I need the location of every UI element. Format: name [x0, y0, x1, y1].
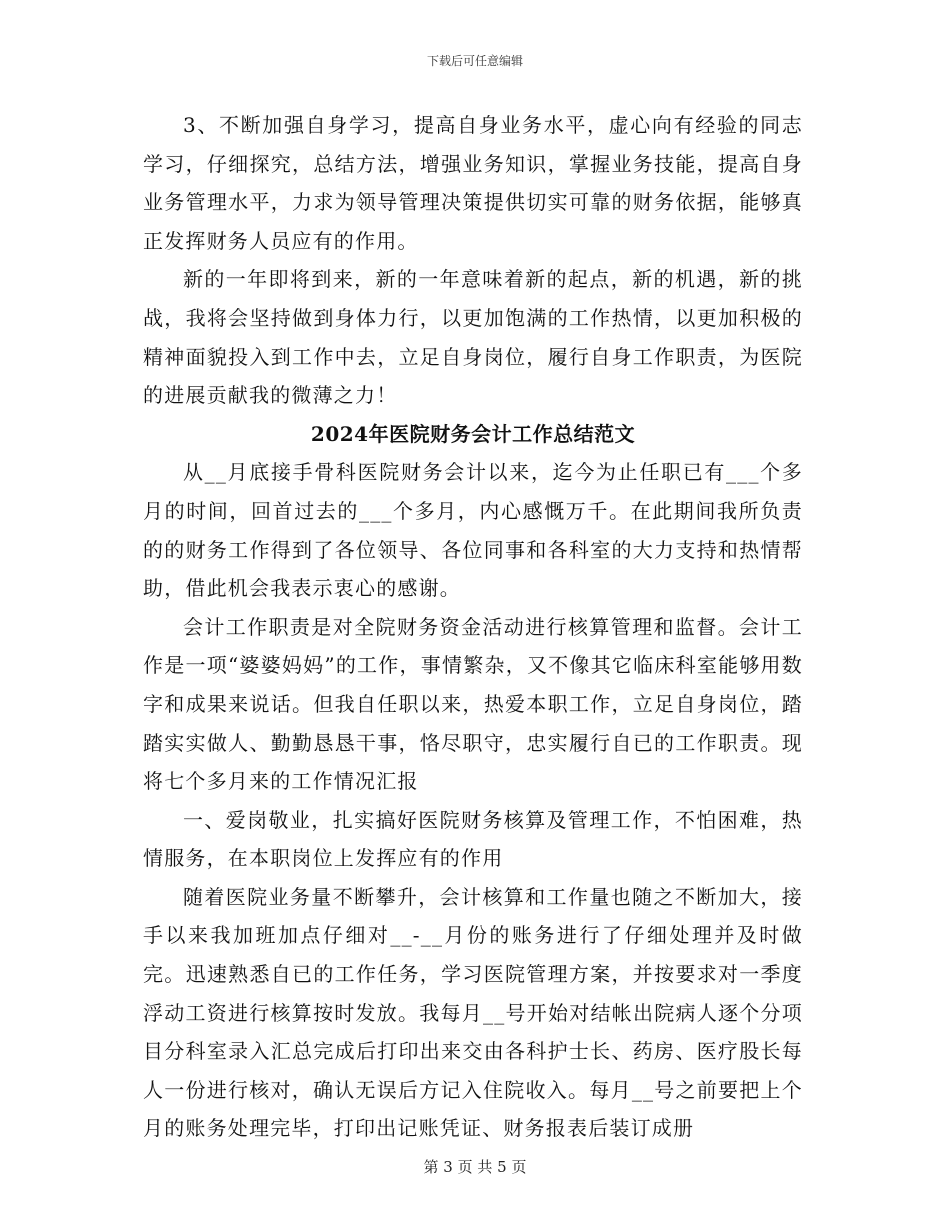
document-body: [143, 106, 803, 1148]
paragraph-new-year: 新的一年即将到来，新的一年意味着新的起点，新的机遇，新的挑战，我将会坚持做到身体力行，以更加饱满的工作热情，以更加积极的精神面貌投入到工作中去，立足自身岗位，履行自身工作职责，为医院的进展贡献我的微薄之力！: [143, 267, 803, 408]
page-header: 下载后可任意编辑: [426, 54, 523, 68]
document-title: 2024年医院财务会计工作总结范文: [310, 421, 636, 446]
paragraph-item-3: 3、不断加强自身学习，提高自身业务水平，虚心向有经验的同志学习，仔细探究，总结方法，增强业务知识，掌握业务技能，提高自身业务管理水平，力求为领导管理决策提供切实可靠的财务依据，能够真正发挥财务人员应有的作用。: [143, 113, 803, 253]
section-heading-1: 一、爱岗敬业，扎实搞好医院财务核算及管理工作，不怕困难，热情服务，在本职岗位上发挥应有的作用: [143, 807, 803, 871]
paragraph-intro: 从__月底接手骨科医院财务会计以来，迄今为止任职已有___个多月的时间，回首过去的___个多月，内心感慨万千。在此期间我所负责的的财务工作得到了各位领导、各位同事和各科室的大力支持和热情帮助，借此机会我表示衷心的感谢。: [143, 460, 803, 601]
page-footer: 第 3 页 共 5 页: [423, 1158, 527, 1176]
paragraph-workload: 随着医院业务量不断攀升，会计核算和工作量也随之不断加大，接手以来我加班加点仔细对__-__月份的账务进行了仔细处理并及时做完。迅速熟悉自已的工作任务，学习医院管理方案，并按要求对一季度浮动工资进行核算按时发放。我每月__号开始对结帐出院病人逐个分项目分科室录入汇总完成后打印出来交由各科护士长、药房、医疗股长每人一份进行核对，确认无误后方记入住院收入。每月__号之前要把上个月的账务处理完毕，打印出记账凭证、财务报表后装订成册: [143, 884, 803, 1141]
paragraph-duties: 会计工作职责是对全院财务资金活动进行核算管理和监督。会计工作是一项“婆婆妈妈”的工作，事情繁杂，又不像其它临床科室能够用数字和成果来说话。但我自任职以来，热爱本职工作，立足自身岗位，踏踏实实做人、勤勤恳恳干事，恪尽职守，忠实履行自已的工作职责。现将七个多月来的工作情况汇报: [143, 614, 803, 794]
